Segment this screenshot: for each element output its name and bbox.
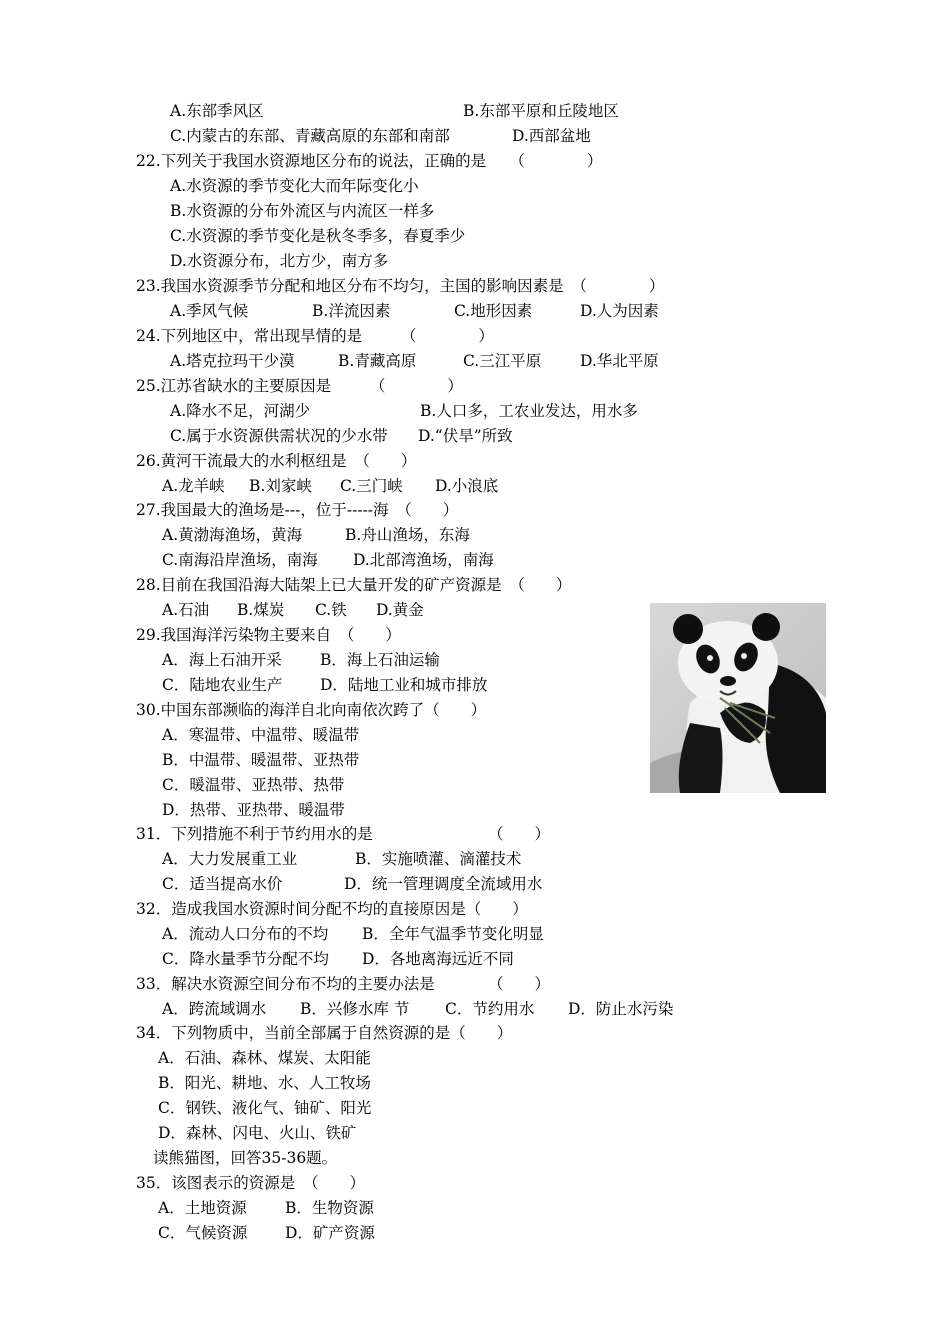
q29-option-d: D．陆地工业和城市排放 — [320, 676, 488, 694]
q25-option-d: D.“伏旱”所致 — [418, 427, 513, 445]
q29-stem: 29.我国海洋污染物主要来自 （ ） — [136, 626, 401, 644]
q25-option-a: A.降水不足，河湖少 — [170, 402, 311, 420]
q22-option-a: A.水资源的季节变化大而年际变化小 — [170, 177, 419, 195]
q26-option-d: D.小浪底 — [435, 477, 499, 495]
q33-option-a: A．跨流域调水 — [162, 1000, 267, 1018]
q22-option-d: D.水资源分布，北方少，南方多 — [170, 252, 389, 270]
panda-illustration — [650, 603, 826, 793]
q32-stem: 32．造成我国水资源时间分配不均的直接原因是（ ） — [136, 900, 528, 918]
q27-stem: 27.我国最大的渔场是---，位于-----海 （ ） — [136, 501, 459, 519]
q31-option-b: B．实施喷灌、滴灌技术 — [355, 850, 522, 868]
q30-option-b: B．中温带、暖温带、亚热带 — [162, 751, 360, 769]
q33-option-b: B．兴修水库 节 — [300, 1000, 410, 1018]
q26-option-c: C.三门峡 — [340, 477, 403, 495]
q34-option-d: D．森林、闪电、火山、铁矿 — [158, 1124, 357, 1142]
q32-option-c: C．降水量季节分配不均 — [162, 950, 329, 968]
panda-photo — [650, 603, 826, 793]
q34-stem: 34．下列物质中，当前全部属于自然资源的是（ ） — [136, 1024, 513, 1042]
q33-option-d: D．防止水污染 — [568, 1000, 674, 1018]
q30-option-d: D．热带、亚热带、暖温带 — [162, 801, 345, 819]
q35-option-b: B．生物资源 — [285, 1199, 374, 1217]
q24-option-a: A.塔克拉玛干少漠 — [170, 352, 295, 370]
q26-option-b: B.刘家峡 — [249, 477, 312, 495]
q26-stem: 26.黄河干流最大的水利枢纽是 （ ） — [136, 452, 417, 470]
q26-option-a: A.龙羊峡 — [162, 477, 225, 495]
q30-option-a: A．寒温带、中温带、暖温带 — [162, 726, 360, 744]
q28-option-b: B.煤炭 — [237, 601, 285, 619]
q25-option-c: C.属于水资源供需状况的少水带 — [170, 427, 388, 445]
q31-option-c: C．适当提高水价 — [162, 875, 283, 893]
q28-option-c: C.铁 — [315, 601, 347, 619]
panda-instruction: 读熊猫图，回答35-36题。 — [153, 1149, 338, 1167]
q28-option-a: A.石油 — [162, 601, 210, 619]
q33-option-c: C．节约用水 — [445, 1000, 535, 1018]
q22-option-b: B.水资源的分布外流区与内流区一样多 — [170, 202, 435, 220]
q22-stem: 22.下列关于我国水资源地区分布的说法，正确的是 （ ） — [136, 152, 603, 170]
q30-stem: 30.中国东部濒临的海洋自北向南依次跨了（ ） — [136, 701, 487, 719]
q35-option-c: C．气候资源 — [158, 1224, 248, 1242]
q21-option-c: C.内蒙古的东部、青藏高原的东部和南部 — [170, 127, 450, 145]
q24-option-d: D.华北平原 — [580, 352, 659, 370]
q34-option-c: C．钢铁、液化气、铀矿、阳光 — [158, 1099, 372, 1117]
q24-stem: 24.下列地区中，常出现旱情的是 （ ） — [136, 327, 494, 345]
q32-option-d: D．各地离海远近不同 — [362, 950, 514, 968]
q21-option-d: D.西部盆地 — [512, 127, 591, 145]
q34-option-b: B．阳光、耕地、水、人工牧场 — [158, 1074, 371, 1092]
q32-option-b: B．全年气温季节变化明显 — [362, 925, 544, 943]
q28-option-d: D.黄金 — [376, 601, 424, 619]
q31-stem: 31．下列措施不利于节约用水的是 — [136, 825, 373, 843]
q35-option-d: D．矿产资源 — [285, 1224, 375, 1242]
q25-stem: 25.江苏省缺水的主要原因是 （ ） — [136, 377, 463, 395]
q25-option-b: B.人口多，工农业发达，用水多 — [420, 402, 638, 420]
q27-option-b: B.舟山渔场，东海 — [345, 526, 470, 544]
q34-option-a: A．石油、森林、煤炭、太阳能 — [158, 1049, 371, 1067]
q29-option-a: A．海上石油开采 — [162, 651, 282, 669]
q21-option-a: A.东部季风区 — [170, 102, 264, 120]
q23-option-a: A.季风气候 — [170, 302, 249, 320]
q30-option-c: C．暖温带、亚热带、热带 — [162, 776, 345, 794]
q29-option-c: C．陆地农业生产 — [162, 676, 283, 694]
q33-answer-paren: （ ） — [488, 975, 551, 993]
q22-option-c: C.水资源的季节变化是秋冬季多，春夏季少 — [170, 227, 466, 245]
q33-stem: 33．解决水资源空间分布不均的主要办法是 — [136, 975, 435, 993]
q24-option-c: C.三江平原 — [463, 352, 542, 370]
q27-option-a: A.黄渤海渔场，黄海 — [162, 526, 303, 544]
q21-option-b: B.东部平原和丘陵地区 — [463, 102, 619, 120]
q35-option-a: A．土地资源 — [158, 1199, 247, 1217]
q31-option-d: D．统一管理调度全流域用水 — [344, 875, 543, 893]
q23-option-b: B.洋流因素 — [312, 302, 391, 320]
q31-option-a: A．大力发展重工业 — [162, 850, 298, 868]
q32-option-a: A．流动人口分布的不均 — [162, 925, 329, 943]
q29-option-b: B．海上石油运输 — [320, 651, 440, 669]
q35-stem: 35．该图表示的资源是 （ ） — [136, 1174, 365, 1192]
q27-option-c: C.南海沿岸渔场，南海 — [162, 551, 318, 569]
q23-option-c: C.地形因素 — [454, 302, 533, 320]
q23-stem: 23.我国水资源季节分配和地区分布不均匀，主国的影响因素是 （ ） — [136, 277, 665, 295]
q27-option-d: D.北部湾渔场，南海 — [353, 551, 494, 569]
q23-option-d: D.人为因素 — [580, 302, 659, 320]
q28-stem: 28.目前在我国沿海大陆架上已大量开发的矿产资源是 （ ） — [136, 576, 572, 594]
q31-answer-paren: （ ） — [488, 825, 551, 843]
q24-option-b: B.青藏高原 — [338, 352, 417, 370]
